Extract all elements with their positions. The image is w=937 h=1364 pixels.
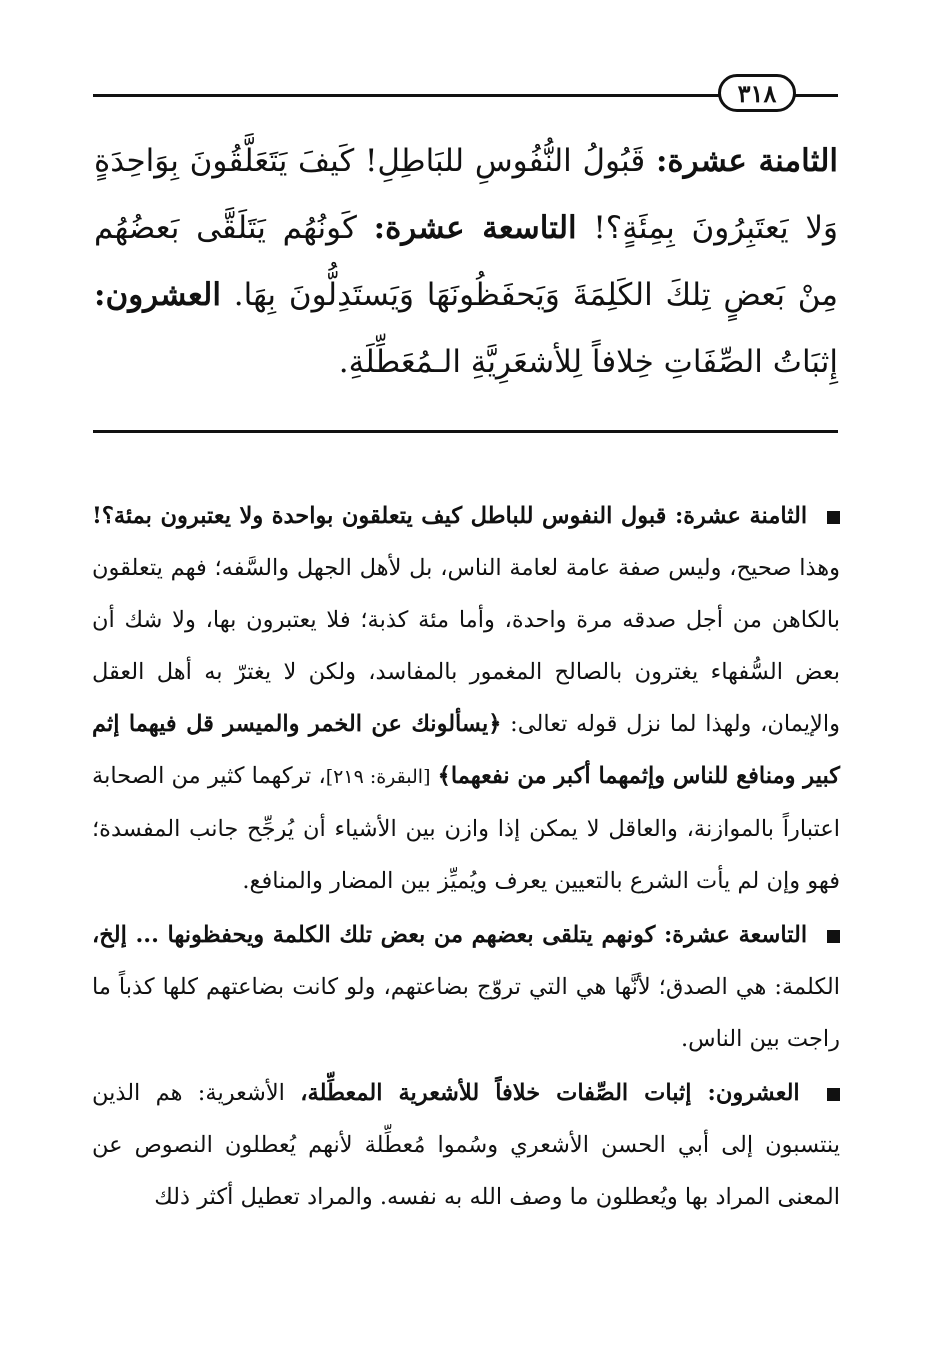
item-19-text: كَونُهُم يَتَلَقَّى بَعضُهُم مِنْ بَعضٍ تِلكَ الكَلِمَةَ وَيَحفَظُونَهَا وَيَستَدِلُّونَ بِهَا. <box>94 210 838 313</box>
section-divider <box>93 430 838 433</box>
quran-reference: [البقرة: ٢١٩] <box>325 766 431 788</box>
quran-quote: ﴿يسألونك عن الخمر والميسر قل فيهما إثم كبير ومنافع للناس وإثمهما أكبر من نفعهما﴾ <box>92 711 841 789</box>
square-bullet-icon <box>827 1088 840 1101</box>
paragraph-heading: التاسعة عشرة: كونهم يتلقى بعضهم من بعض تلك الكلمة ويحفظونها ... إلخ، <box>92 922 808 948</box>
item-20-text: إِثبَاتُ الصِّفَاتِ خِلافاً لِلأشعَرِيَّةِ الـمُعَطِّلَةِ. <box>338 344 838 380</box>
paragraph-text: وهذا صحيح، وليس صفة عامة لعامة الناس، بل لأهل الجهل والسَّفه؛ فهم يتعلقون بالكاهن من أجل صدقه مرة واحدة، وأما مئة كذبة؛ فلا يعتبرون بها، ولا شك أن بعض السُّفهاء يغترون بالصالح المغمور بالمفاسد، ولكن لا يغترّ به أهل العقل والإيمان، ولهذا لما نزل قوله تعالى: <box>92 555 840 737</box>
commentary-paragraph-18 <box>92 490 840 907</box>
commentary <box>92 490 840 1225</box>
item-18-heading: الثامنة عشرة: <box>655 143 838 179</box>
square-bullet-icon <box>827 511 840 524</box>
commentary-paragraph-19 <box>92 909 840 1065</box>
main-text <box>94 128 838 396</box>
paragraph-text: الكلمة: هي الصدق؛ لأنَّها هي التي تروّج بضاعتهم، ولو كانت بضاعتهم كلها كذباً ما راجت بين الناس. <box>92 974 840 1052</box>
item-20-heading: العشرون: <box>94 277 221 313</box>
item-19-heading: التاسعة عشرة: <box>373 210 577 246</box>
paragraph-heading: العشرون: إثبات الصِّفات خلافاً للأشعرية المعطِّلة، <box>300 1080 800 1106</box>
page-number-badge <box>718 74 796 112</box>
commentary-paragraph-20 <box>92 1067 840 1223</box>
paragraph-heading: الثامنة عشرة: قبول النفوس للباطل كيف يتعلقون بواحدة ولا يعتبرون بمئة؟! <box>92 503 808 529</box>
paragraph-text-continued: ، تركهما كثير من الصحابة اعتباراً بالموازنة، والعاقل لا يمكن إذا وازن بين الأشياء أن يُرجِّح جانب المفسدة؛ فهو وإن لم يأت الشرع بالتعيين يعرف ويُميِّز بين المضار والمنافع. <box>92 763 840 894</box>
square-bullet-icon <box>827 930 840 943</box>
item-18-text: قَبُولُ النُّفُوسِ للبَاطِلِ! كَيفَ يَتَعَلَّقُونَ بِوَاحِدَةٍ وَلا يَعتَبِرُونَ بِمِئَةٍ؟! <box>94 143 838 246</box>
page-number: ٣١٨ <box>737 78 777 108</box>
paragraph-text: الأشعرية: هم الذين ينتسبون إلى أبي الحسن الأشعري وسُموا مُعطِّلة لأنهم يُعطلون النصوص عن المعنى المراد بها ويُعطلون ما وصف الله به نفسه. والمراد تعطيل أكثر ذلك <box>92 1080 840 1210</box>
